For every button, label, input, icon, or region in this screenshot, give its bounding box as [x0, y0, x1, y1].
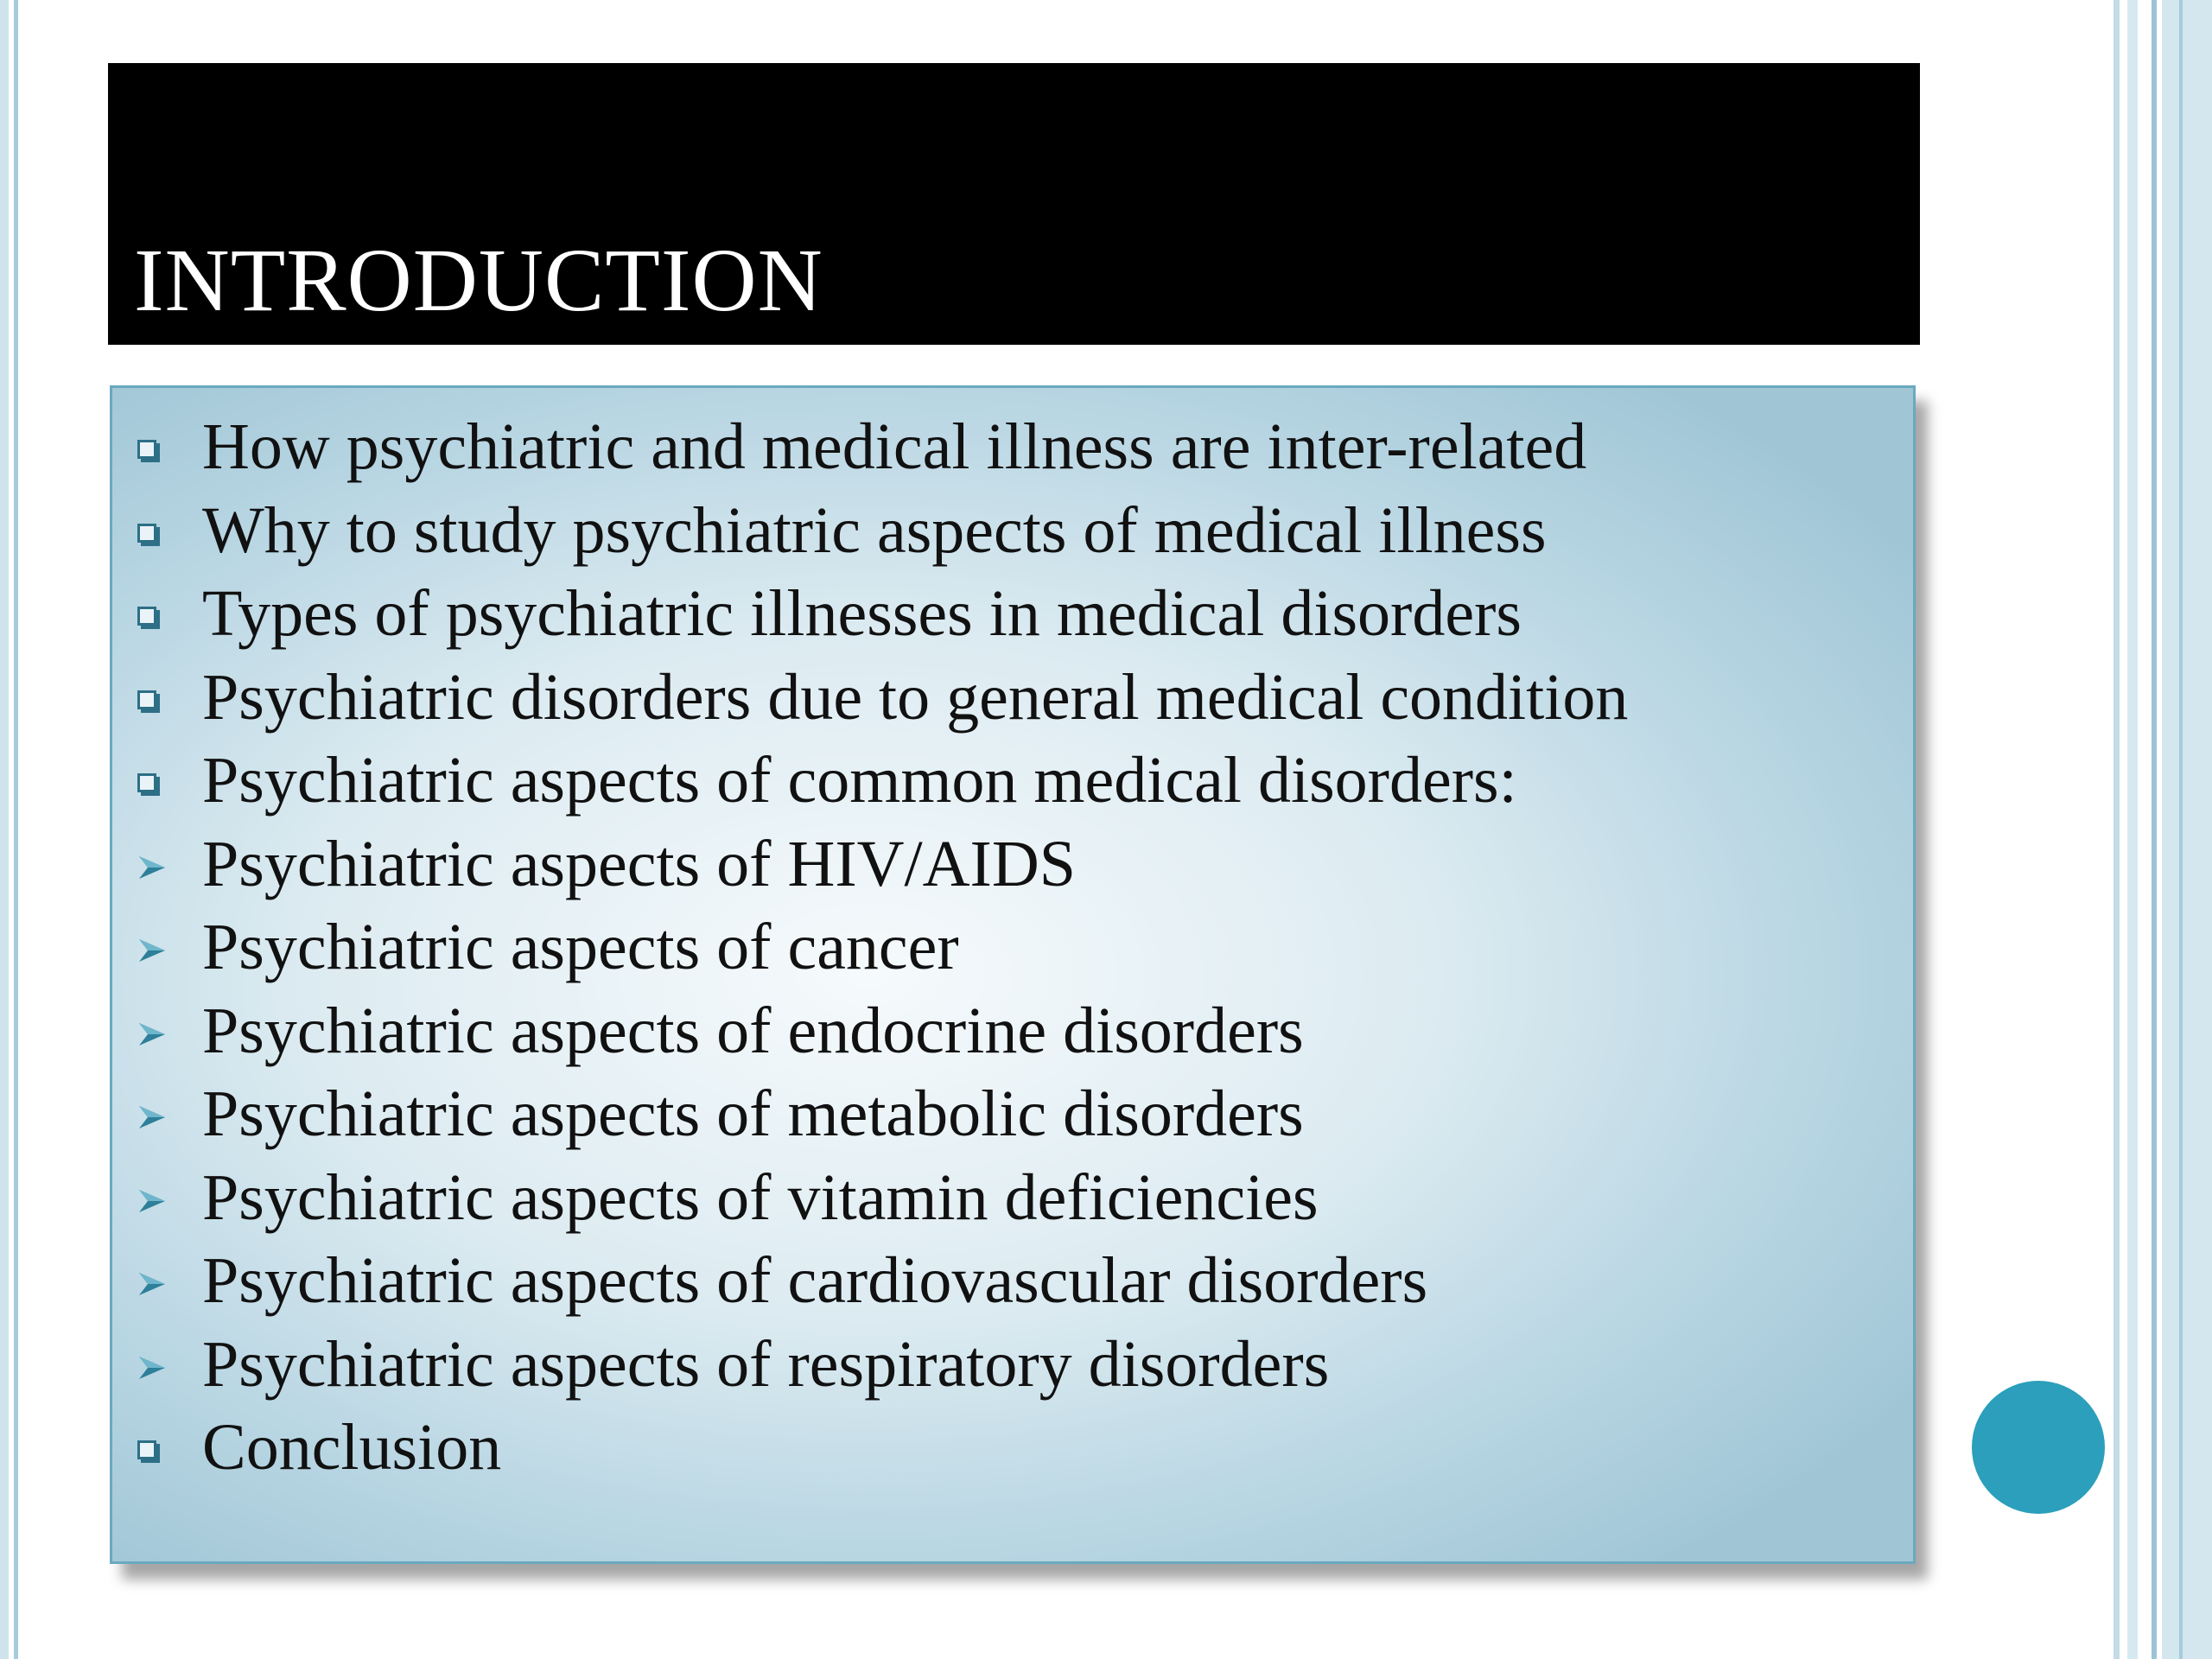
list-item	[112, 489, 1913, 572]
frame-band-right	[2162, 0, 2212, 1659]
frame-line-right	[2127, 0, 2138, 1659]
square-bullet-icon	[137, 524, 156, 543]
arrow-bullet-icon	[137, 989, 172, 1072]
list-item-label: Why to study psychiatric aspects of medical illness	[202, 493, 1547, 567]
square-bullet-icon	[137, 690, 156, 709]
square-bullet-icon	[137, 1440, 156, 1459]
list-item-label: How psychiatric and medical illness are inter-related	[202, 410, 1587, 483]
slide-title: INTRODUCTION	[134, 231, 823, 330]
square-bullet-icon	[137, 607, 156, 626]
arrow-bullet-icon	[137, 1020, 167, 1049]
square-bullet-icon	[137, 1406, 172, 1489]
list-item-label: Psychiatric aspects of HIV/AIDS	[202, 827, 1077, 900]
list-item	[112, 823, 1913, 906]
square-bullet-icon	[137, 773, 156, 792]
list-item	[112, 1072, 1913, 1155]
arrow-bullet-icon	[137, 853, 167, 882]
square-bullet-icon	[137, 489, 172, 572]
frame-line-right	[2152, 0, 2157, 1659]
frame-line-right	[2179, 0, 2183, 1659]
list-item-label: Types of psychiatric illnesses in medical disorders	[202, 577, 1522, 650]
content-box	[110, 385, 1916, 1564]
frame-line-left-inner	[14, 0, 18, 1659]
square-bullet-icon	[137, 656, 172, 739]
arrow-bullet-icon	[137, 1103, 167, 1132]
list-item	[112, 572, 1913, 655]
frame-line-left-outer	[0, 0, 9, 1659]
arrow-bullet-icon	[137, 1072, 172, 1155]
list-item	[112, 1239, 1913, 1322]
list-item-label: Psychiatric aspects of common medical disorders:	[202, 744, 1517, 817]
arrow-bullet-icon	[137, 936, 167, 965]
arrow-bullet-icon	[137, 1353, 167, 1382]
square-bullet-icon	[137, 405, 172, 488]
list-item	[112, 739, 1913, 822]
arrow-bullet-icon	[137, 1239, 172, 1322]
title-bar	[108, 63, 1920, 345]
decorative-circle	[1972, 1381, 2105, 1514]
list-item-label: Psychiatric aspects of cancer	[202, 911, 959, 983]
frame-line-right	[2113, 0, 2120, 1659]
square-bullet-icon	[137, 739, 172, 822]
arrow-bullet-icon	[137, 1269, 167, 1299]
square-bullet-icon	[137, 572, 172, 655]
list-item-label: Conclusion	[202, 1411, 502, 1484]
list-item-label: Psychiatric aspects of respiratory disorders	[202, 1327, 1330, 1401]
arrow-bullet-icon	[137, 1156, 172, 1239]
list-item	[112, 1406, 1913, 1489]
list-item	[112, 1323, 1913, 1406]
list-item-label: Psychiatric aspects of endocrine disorders	[202, 994, 1304, 1067]
list-item	[112, 1156, 1913, 1239]
square-bullet-icon	[137, 440, 156, 459]
arrow-bullet-icon	[137, 906, 172, 988]
list-item	[112, 989, 1913, 1072]
list-item	[112, 906, 1913, 988]
list-item-label: Psychiatric aspects of metabolic disorders	[202, 1077, 1304, 1150]
list-item	[112, 656, 1913, 739]
list-item	[112, 405, 1913, 488]
arrow-bullet-icon	[137, 823, 172, 906]
arrow-bullet-icon	[137, 1323, 172, 1406]
arrow-bullet-icon	[137, 1186, 167, 1216]
list-item-label: Psychiatric aspects of cardiovascular disorders	[202, 1244, 1428, 1317]
list-item-label: Psychiatric aspects of vitamin deficiencies	[202, 1160, 1319, 1234]
list-item-label: Psychiatric disorders due to general medical condition	[202, 660, 1629, 734]
